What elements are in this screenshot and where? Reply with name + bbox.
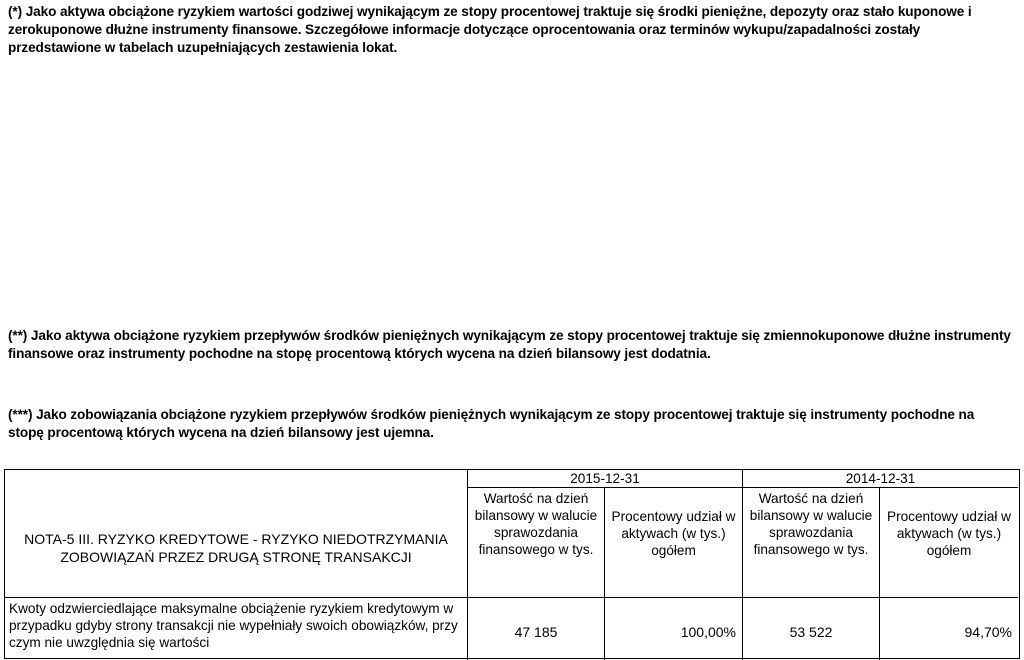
column-header-value-2015: Wartość na dzień bilansowy w walucie sprawozdania finansowego w tys. — [468, 488, 605, 598]
column-header-share-2014: Procentowy udział w aktywach (w tys.) ogółem — [880, 488, 1018, 598]
table-title: NOTA-5 III. RYZYKO KREDYTOWE - RYZYKO NIEDOTRZYMANIA ZOBOWIĄZAŃ PRZEZ DRUGĄ STRONĘ TRANSAKCJI — [5, 470, 468, 598]
share-2014: 94,70% — [964, 624, 1012, 640]
column-header-value-2014: Wartość na dzień bilansowy w walucie sprawozdania finansowego w tys. — [743, 488, 880, 598]
period-header-2015: 2015-12-31 — [468, 470, 743, 488]
share-2015: 100,00% — [605, 598, 743, 660]
period-header-2014: 2014-12-31 — [743, 470, 1018, 488]
footnote-fair-value-risk: (*) Jako aktywa obciążone ryzykiem wartości godziwej wynikającym ze stopy procentowej traktuje się środki pieniężne, depozyty oraz stało kuponowe i zerokuponowe dłużne instrumenty finansowe. Szczegółowe informacje dotyczące oprocentowania oraz terminów wykupu/zapadalności zostały przedstawione w tabelach uzupełniających zestawienia lokat. — [8, 4, 972, 55]
footnote-cash-flow-risk-assets: (**) Jako aktywa obciążone ryzykiem przepływów środków pieniężnych wynikającym ze stopy procentowej traktuje się zmiennokuponowe dłużne instrumenty finansowe oraz instrumenty pochodne na stopę procentową których wycena na dzień bilansowy jest dodatnia. — [8, 328, 1011, 361]
value-2014: 53 522 — [743, 598, 880, 660]
credit-risk-table — [4, 469, 1020, 659]
footnote-cash-flow-risk-liabilities: (***) Jako zobowiązania obciążone ryzykiem przepływów środków pieniężnych wynikającym ze stopy procentowej traktuje się instrumenty pochodne na stopę procentową których wycena na dzień bilansowy jest ujemna. — [8, 407, 975, 440]
row-label: Kwoty odzwierciedlające maksymalne obciążenie ryzykiem kredytowym w przypadku gdyby strony transakcji nie wypełniały swoich obowiązków, przy czym nie uwzględnia się wartości — [5, 598, 468, 660]
value-2015: 47 185 — [468, 598, 605, 660]
column-header-share-2015: Procentowy udział w aktywach (w tys.) ogółem — [605, 488, 743, 598]
